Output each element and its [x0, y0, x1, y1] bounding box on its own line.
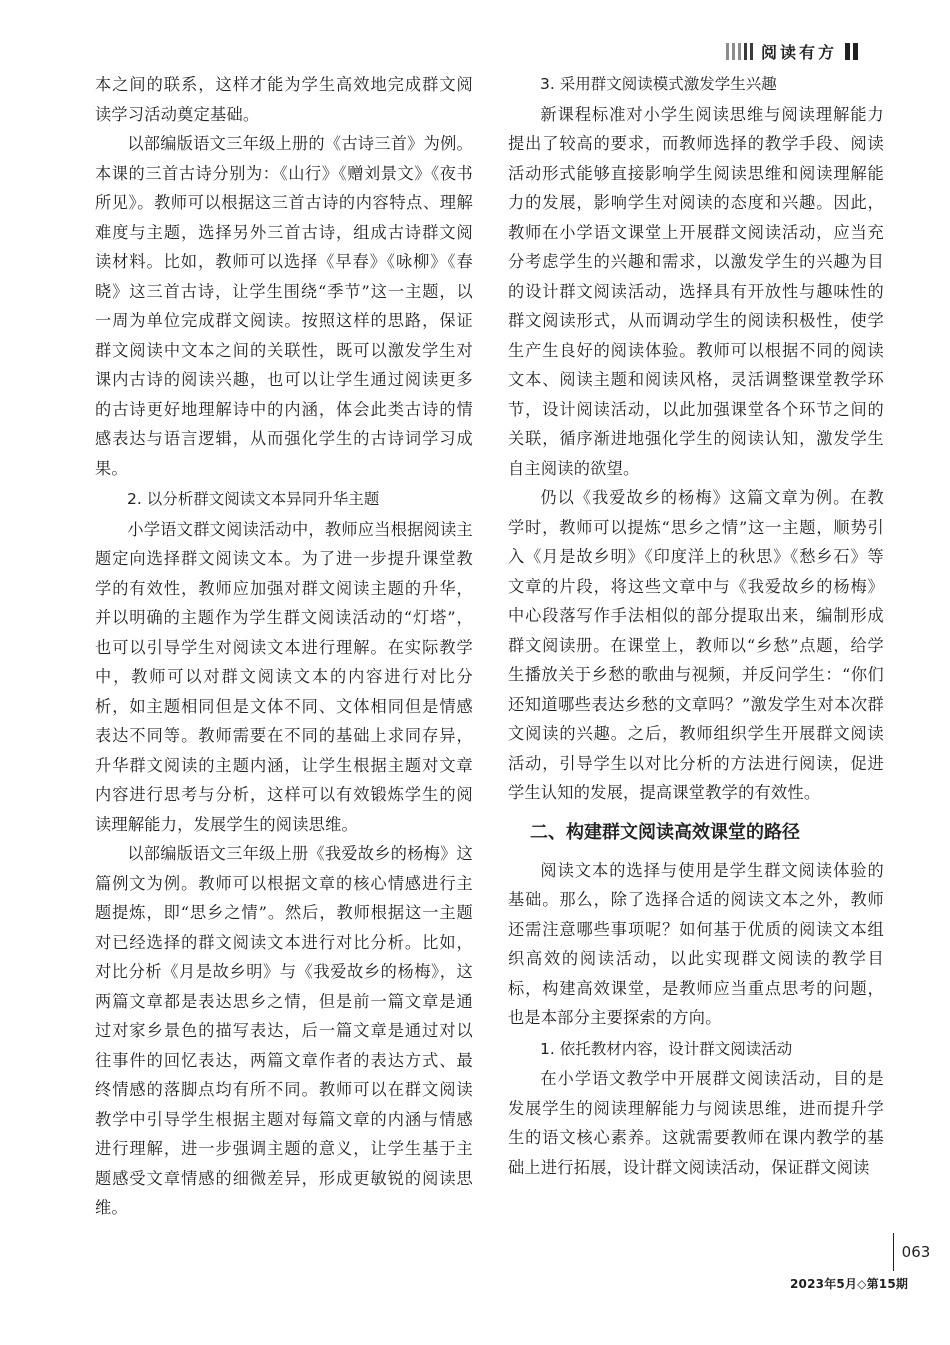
- section-heading: 二、构建群文阅读高效课堂的路径: [530, 821, 800, 843]
- issue-info: 2023年5月◇第15期: [790, 1277, 909, 1291]
- running-header: [726, 40, 858, 62]
- paragraph: 新课程标准对小学生阅读思维与阅读理解能力提出了较高的要求，而教师选择的教学手段、阅读活动形式能够直接影响学生阅读思维和阅读理解能力的发展，影响学生对阅读的态度和兴趣。因此，教师在小学语文课堂上开展群文阅读活动，应当充分考虑学生的兴趣和需求，以激发学生的兴趣为目的设计群文阅读活动，选择具有开放性与趣味性的群文阅读形式，从而调动学生的阅读积极性，使学生产生良好的阅读体验。教师可以根据不同的阅读文本、阅读主题和阅读风格，灵活调整课堂教学环节，设计阅读活动，以此加强课堂各个环节之间的关联，循序渐进地强化学生的阅读认知，激发学生自主阅读的欲望。: [508, 104, 884, 478]
- header-end-decoration: [845, 43, 858, 60]
- paragraph: 阅读文本的选择与使用是学生群文阅读体验的基础。那么，除了选择合适的阅读文本之外，教师还需注意哪些事项呢？如何基于优质的阅读文本组织高效的阅读活动，以此实现群文阅读的教学目标，构建高效课堂，是教师应当重点思考的问题，也是本部分主要探索的方向。: [508, 860, 884, 1027]
- right-column: [508, 70, 884, 1182]
- page-number: 063: [893, 1233, 938, 1271]
- left-column: [95, 70, 473, 1223]
- subsection-heading: 1. 依托教材内容，设计群文阅读活动: [540, 1039, 793, 1058]
- subsection-heading: 3. 采用群文阅读模式激发学生兴趣: [540, 75, 777, 93]
- paragraph: 以部编版语文三年级上册《我爱故乡的杨梅》这篇例文为例。教师可以根据文章的核心情感进行主题提炼，即“思乡之情”。然后，教师根据这一主题对已经选择的群文阅读文本进行对比分析。比如，对比分析《月是故乡明》与《我爱故乡的杨梅》，这两篇文章都是表达思乡之情，但是前一篇文章是通过对家乡景色的描写表达，后一篇文章是通过对以往事件的回忆表达，两篇文章作者的表达方式、最终情感的落脚点均有所不同。教师可以在群文阅读教学中引导学生根据主题对每篇文章的内涵与情感进行理解，进一步强调主题的意义，让学生基于主题感受文章情感的细微差异，形成更敏锐的阅读思维。: [95, 844, 473, 1217]
- paragraph: 小学语文群文阅读活动中，教师应当根据阅读主题定向选择群文阅读文本。为了进一步提升课堂教学的有效性，教师应加强对群文阅读主题的升华，并以明确的主题作为学生群文阅读活动的“灯塔”，也可以引导学生对阅读文本进行理解。在实际教学中，教师可以对群文阅读文本的内容进行对比分析，如主题相同但是文体不同、文体相同但是情感表达不同等。教师需要在不同的基础上求同存异，升华群文阅读的主题内涵，让学生根据主题对文章内容进行思考与分析，这样可以有效锻炼学生的阅读理解能力，发展学生的阅读思维。: [95, 519, 473, 834]
- paragraph: 以部编版语文三年级上册的《古诗三首》为例。本课的三首古诗分别为：《山行》《赠刘景文》《夜书所见》。教师可以根据这三首古诗的内容特点、理解难度与主题，选择另外三首古诗，组成古诗群文阅读材料。比如，教师可以选择《早春》《咏柳》《春晓》这三首古诗，让学生围绕“季节”这一主题，以一周为单位完成群文阅读。按照这样的思路，保证群文阅读中文本之间的关联性，既可以激发学生对课内古诗的阅读兴趣，也可以让学生通过阅读更多的古诗更好地理解诗中的内涵，体会此类古诗的情感表达与语言逻辑，从而强化学生的古诗词学习成果。: [95, 134, 473, 478]
- paragraph: 本之间的联系，这样才能为学生高效地完成群文阅读学习活动奠定基础。: [95, 75, 473, 124]
- paragraph: 在小学语文教学中开展群文阅读活动，目的是发展学生的阅读理解能力与阅读思维，进而提升学生的语文核心素养。这就需要教师在课内教学的基础上进行拓展，设计群文阅读活动，保证群文阅读: [508, 1069, 884, 1177]
- section-title: 阅读有方: [761, 42, 838, 62]
- paragraph: 仍以《我爱故乡的杨梅》这篇文章为例。在教学时，教师可以提炼“思乡之情”这一主题，顺势引入《月是故乡明》《印度洋上的秋思》《愁乡石》等文章的片段，将这些文章中与《我爱故乡的杨梅》中心段落写作手法相似的部分提取出来，编制形成群文阅读册。在课堂上，教师以“乡愁”点题，给学生播放关于乡愁的歌曲与视频，并反问学生：“你们还知道哪些表达乡愁的文章吗？”激发学生对本次群文阅读的兴趣。之后，教师组织学生开展群文阅读活动，引导学生以对比分析的方法进行阅读，促进学生认知的发展，提高课堂教学的有效性。: [508, 488, 884, 802]
- header-bars-decoration: [726, 43, 753, 60]
- subsection-heading: 2. 以分析群文阅读文本异同升华主题: [127, 490, 380, 508]
